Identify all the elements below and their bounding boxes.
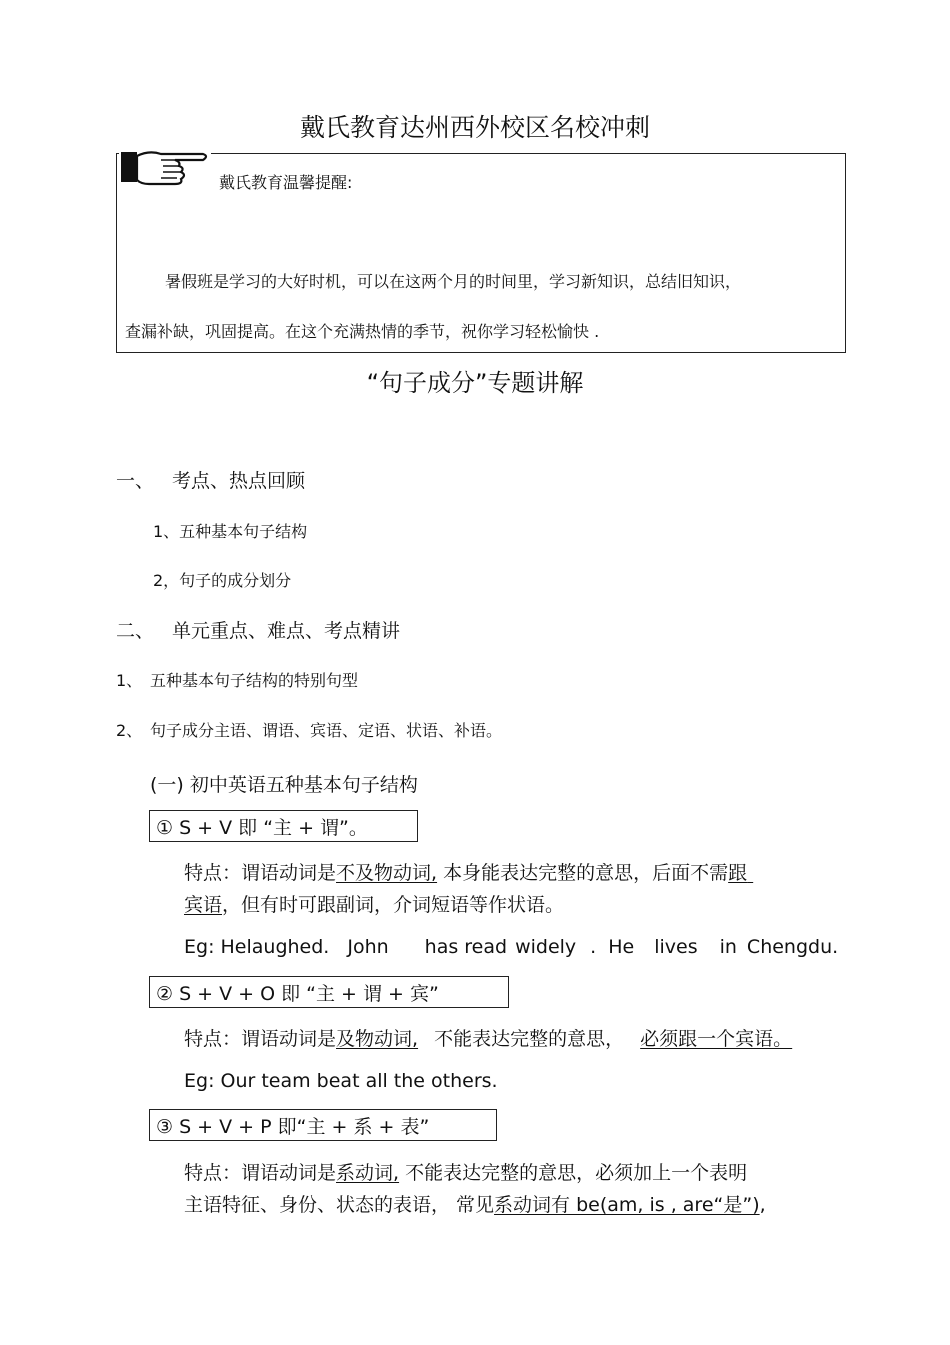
underlined-term: 宾语: [184, 894, 223, 916]
list-item: 2，句子的成分划分: [153, 571, 292, 590]
notice-heading: 戴氏教育温馨提醒:: [219, 173, 353, 192]
example-svo: Eg: Our team beat all the others.: [184, 1070, 498, 1092]
underlined-term: 必须跟一个宾语。: [640, 1028, 793, 1050]
feature-svo: 特点：谓语动词是及物动词, 不能表达完整的意思， 必须跟一个宾语。: [184, 1028, 793, 1050]
feature-sv-line-1: 特点：谓语动词是不及物动词, 本身能表达完整的意思，后面不需跟: [184, 862, 748, 884]
lesson-title: “句子成分”专题讲解: [366, 369, 584, 397]
structure-box-sv: ① S + V 即 “主 + 谓”。: [149, 810, 418, 842]
list-item: 五种基本句子结构的特别句型: [150, 671, 359, 690]
section-one-number: 一、: [116, 470, 155, 492]
page-title: 戴氏教育达州西外校区名校冲刺: [299, 113, 650, 142]
underlined-term: 系动词,: [336, 1162, 400, 1184]
underlined-term: 不及物动词,: [336, 862, 438, 884]
section-two-title: 单元重点、难点、考点精讲: [172, 620, 401, 642]
feature-svp-line-2: 主语特征、身份、状态的表语， 常见系动词有 be(am, is , are“是”),: [184, 1194, 766, 1216]
notice-line-2: 查漏补缺，巩固提高。在这个充满热情的季节，祝你学习轻松愉快 .: [125, 322, 600, 341]
part-heading: (一) 初中英语五种基本句子结构: [150, 774, 418, 796]
section-one-title: 考点、热点回顾: [172, 470, 306, 492]
section-two-number: 二、: [116, 620, 155, 642]
pointing-hand-icon: [119, 146, 211, 190]
list-item-number: 2、: [116, 721, 143, 740]
list-item: 1、五种基本句子结构: [153, 522, 308, 541]
example-sv: Eg: Helaughed. John has read widely . He lives in Chengdu.: [184, 936, 839, 958]
underlined-term: 及物动词,: [336, 1028, 419, 1050]
underlined-term: 系动词有 be(am, is , are“是”): [494, 1194, 760, 1216]
structure-box-svp: ③ S + V + P 即“主 + 系 + 表”: [149, 1109, 497, 1141]
notice-box: [116, 153, 846, 353]
list-item-number: 1、: [116, 671, 143, 690]
structure-box-svo: ② S + V + O 即 “主 + 谓 + 宾”: [149, 976, 509, 1008]
list-item: 句子成分主语、谓语、宾语、定语、状语、补语。: [150, 721, 503, 740]
notice-line-1: 暑假班是学习的大好时机，可以在这两个月的时间里，学习新知识，总结旧知识，: [165, 272, 742, 291]
underlined-term: 跟: [728, 862, 748, 884]
feature-sv-line-2: 宾语，但有时可跟副词，介词短语等作状语。: [184, 894, 565, 916]
feature-svp-line-1: 特点：谓语动词是系动词, 不能表达完整的意思，必须加上一个表明: [184, 1162, 748, 1184]
